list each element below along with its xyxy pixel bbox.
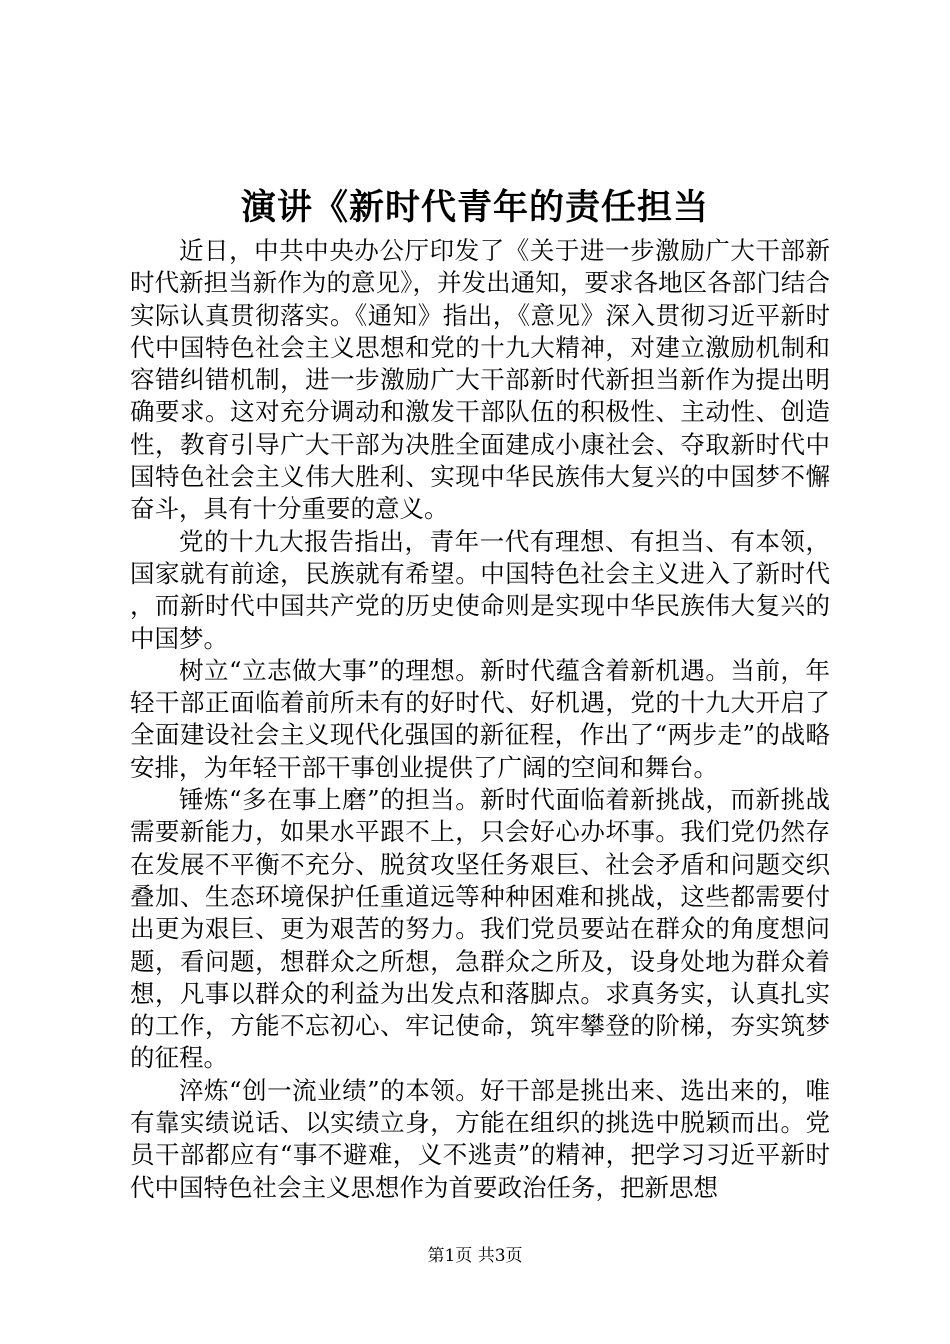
- paragraph-4: 锤炼“多在事上磨”的担当。新时代面临着新挑战，而新挑战需要新能力，如果水平跟不上，只会好心办坏事。我们党仍然存在发展不平衡不充分、脱贫攻坚任务艰巨、社会矛盾和问题交织叠加、生态环境保护任重道远等种种困难和挑战，这些都需要付出更为艰巨、更为艰苦的努力。我们党员要站在群众的角度想问题，看问题，想群众之所想，急群众之所及，设身处地为群众着想，凡事以群众的利益为出发点和落脚点。求真务实，认真扎实的工作，方能不忘初心、牢记使命，筑牢攀登的阶梯，夯实筑梦的征程。: [130, 785, 830, 1073]
- document-body: [130, 235, 830, 1204]
- paragraph-1: 近日，中共中央办公厅印发了《关于进一步激励广大干部新时代新担当新作为的意见》，并发出通知，要求各地区各部门结合实际认真贯彻落实。《通知》指出，《意见》深入贯彻习近平新时代中国特色社会主义思想和党的十九大精神，对建立激励机制和容错纠错机制，进一步激励广大干部新时代新担当新作为提出明确要求。这对充分调动和激发干部队伍的积极性、主动性、创造性，教育引导广大干部为决胜全面建成小康社会、夺取新时代中国特色社会主义伟大胜利、实现中华民族伟大复兴的中国梦不懈奋斗，具有十分重要的意义。: [130, 236, 830, 524]
- paragraph-2: 党的十九大报告指出，青年一代有理想、有担当、有本领，国家就有前途，民族就有希望。中国特色社会主义进入了新时代，而新时代中国共产党的历史使命则是实现中华民族伟大复兴的中国梦。: [130, 526, 830, 653]
- page-number-footer: 第1页 共3页: [427, 1246, 523, 1266]
- document-title: 演讲《新时代青年的责任担当: [240, 187, 709, 228]
- paragraph-3: 树立“立志做大事”的理想。新时代蕴含着新机遇。当前，年轻干部正面临着前所未有的好时代、好机遇，党的十九大开启了全面建设社会主义现代化强国的新征程，作出了“两步走”的战略安排，为年轻干部干事创业提供了广阔的空间和舞台。: [130, 655, 830, 782]
- paragraph-5: 淬炼“创一流业绩”的本领。好干部是挑出来、选出来的，唯有靠实绩说话、以实绩立身，方能在组织的挑选中脱颖而出。党员干部都应有“事不避难，义不逃责”的精神，把学习习近平新时代中国特色社会主义思想作为首要政治任务，把新思想: [130, 1075, 830, 1202]
